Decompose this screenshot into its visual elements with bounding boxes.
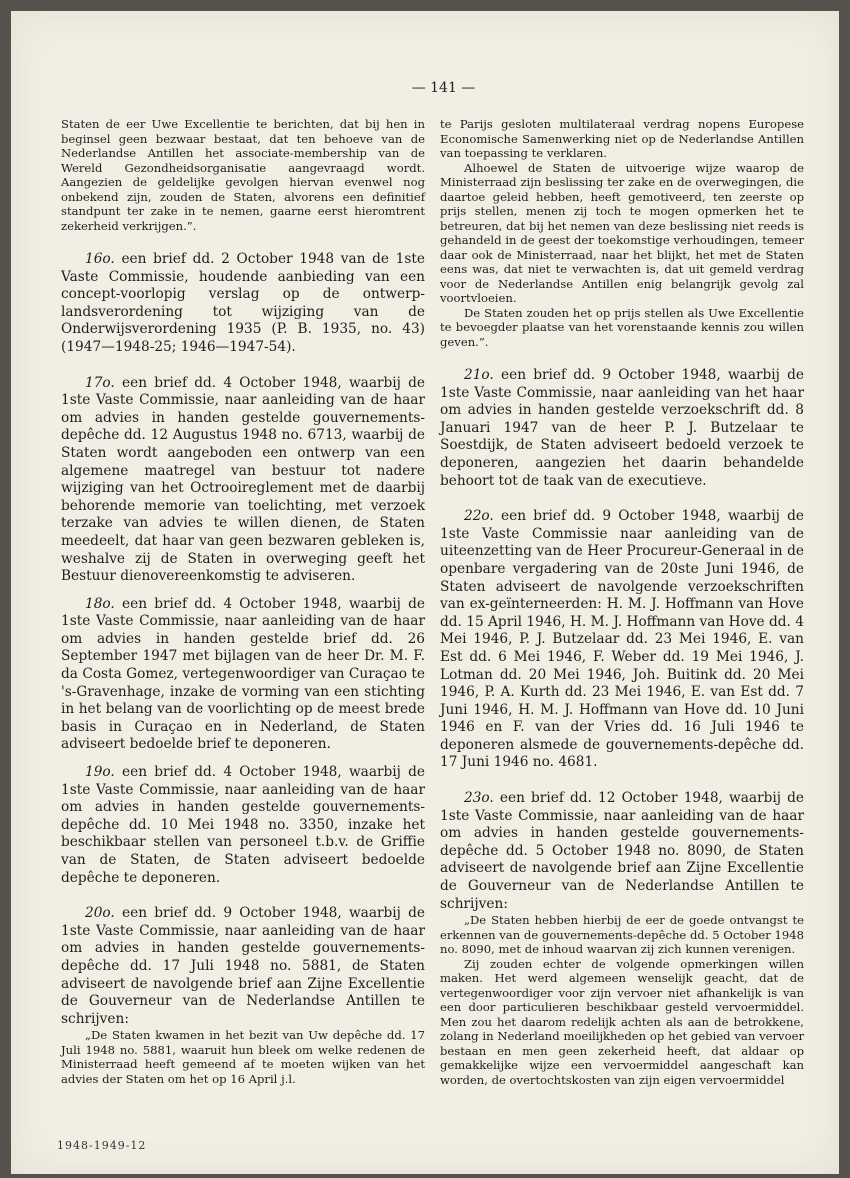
item-19 <box>61 764 425 887</box>
item-21 <box>440 367 804 490</box>
item-23 <box>440 790 804 913</box>
item-number: 22o. <box>464 508 494 525</box>
item-17 <box>61 375 425 586</box>
item-20-quote: „De Staten kwamen in het bezit van Uw depêche dd. 17 Juli 1948 no. 5881, waaruit hun bleek om welke redenen de Ministerraad heeft gemeend af te moeten wijken van het advies der Staten om het op 16 April j.l. <box>61 1028 425 1086</box>
item-number: 21o. <box>464 367 494 383</box>
item-text: een brief dd. 4 October 1948, waarbij de 1ste Vaste Commissie, naar aanleiding van de haar om advies in handen gestelde gouvernements-depêche dd. 10 Mei 1948 no. 3350, inzake het beschikbaar stellen van personeel t.b.v. de Griffie van de Staten, de Staten adviseert bedoelde depêche te deponeren. <box>61 764 425 886</box>
right-intro-continuation: te Parijs gesloten multilateraal verdrag nopens Europese Economische Samenwerking niet op de Nederlandse Antillen van toepassing te verklaren. <box>440 117 804 160</box>
item-number: 23o. <box>464 790 494 807</box>
item-20 <box>61 905 425 1028</box>
page-number: — 141 — <box>411 80 476 96</box>
item-text: een brief dd. 4 October 1948, waarbij de 1ste Vaste Commissie, naar aanleiding van de haar om advies in handen gestelde gouvernements-depêche dd. 12 Augustus 1948 no. 6713, waarbij de Staten wordt aangeboden een ontwerp van een algemene maatregel van bestuur tot nadere wijziging van het Octrooireglement met de daarbij behorende memorie van toelichting, met verzoek terzake van advies te willen dienen, de Staten meedeelt, dat haar van geen bezwaren gebleken is, weshalve zij de Staten in overweging geeft het Bestuur dienovereenkomstig te adviseren. <box>61 374 425 585</box>
document-page <box>11 11 839 1174</box>
item-text: een brief dd. 12 October 1948, waarbij de 1ste Vaste Commissie, naar aanleiding van de haar om advies in handen gestelde gouvernements-depêche dd. 5 October 1948 no. 8090, de Staten adviseert de navolgende brief aan Zijne Excellentie de Gouverneur van de Nederlandse Antillen te schrijven: <box>440 790 804 912</box>
right-column <box>440 117 804 1087</box>
item-text: een brief dd. 9 October 1948, waarbij de 1ste Vaste Commissie naar aanleiding van de uiteenzetting van de Heer Procureur-Generaal in de openbare vergadering van de 20ste Juni 1946, de Staten adviseert de navolgende verzoekschriften van ex-geïnterneerden: H. M. J. Hoffmann van Hove dd. 15 April 1946, H. M. J. Hoffmann van Hove dd. 4 Mei 1946, P. J. Butzelaar dd. 23 Mei 1946, E. van Est dd. 6 Mei 1946, F. Weber dd. 19 Mei 1946, J. Lotman dd. 20 Mei 1946, Joh. Buitink dd. 20 Mei 1946, P. A. Kurth dd. 23 Mei 1946, E. van Est dd. 7 Juni 1946, H. M. J. Hoffmann van Hove dd. 10 Juni 1946 en F. van der Vries dd. 16 Juli 1946 te deponeren alsmede de gouvernements-depêche dd. 17 Juni 1946 no. 4681. <box>440 508 804 771</box>
item-text: een brief dd. 9 October 1948, waarbij de 1ste Vaste Commissie, naar aanleiding van het haar om advies in handen gestelde verzoekschrift dd. 8 Januari 1947 van de heer P. J. Butzelaar te Soestdijk, de Staten adviseert bedoeld verzoek te deponeren, aangezien het daarin behandelde behoort tot de taak van de executieve. <box>440 367 804 489</box>
item-number: 16o. <box>85 251 115 267</box>
right-intro-paragraph-3: De Staten zouden het op prijs stellen als Uwe Excellentie te bevoegder plaatse van het vorenstaande kennis zou willen geven.”. <box>440 305 804 349</box>
item-text: een brief dd. 9 October 1948, waarbij de 1ste Vaste Commissie, naar aanleiding van de haar om advies in handen gestelde gouvernements-depêche dd. 17 Juli 1948 no. 5881, de Staten adviseert de navolgende brief aan Zijne Excellentie de Gouverneur van de Nederlandse Antillen te schrijven: <box>61 905 425 1027</box>
item-number: 19o. <box>85 764 115 781</box>
right-intro-paragraph-2: Alhoewel de Staten de uitvoerige wijze waarop de Ministerraad zijn beslissing ter zake en de overwegingen, die daartoe geleid hebben, heeft gemotiveerd, ten zeerste op prijs stellen, menen zij toch te mogen opmerken het te betreuren, dat bij het nemen van deze beslissing niet reeds is gehandeld in de geest der toekomstige verhoudingen, temeer daar ook de Ministerraad, naar het blijkt, het met de Staten eens was, dat niet te verwachten is, dat uit gemeld verdrag voor de Nederlandse Antillen enig belangrijk gevolg zal voortvloeien. <box>440 160 804 305</box>
item-number: 20o. <box>85 905 115 922</box>
item-16 <box>61 251 425 357</box>
item-text: een brief dd. 2 October 1948 van de 1ste Vaste Commissie, houdende aanbieding van een concept-voorlopig verslag op de ontwerp-landsverordening tot wijziging van de Onderwijsverordening 1935 (P. B. 1935, no. 43) (1947—1948-25; 1946—1947-54). <box>61 251 425 355</box>
item-22 <box>440 508 804 772</box>
item-23-quote: „De Staten hebben hierbij de eer de goede ontvangst te erkennen van de gouvernements-depêche dd. 5 October 1948 no. 8090, met de inhoud waarvan zij zich kunnen verenigen. <box>440 913 804 957</box>
left-intro-paragraph: Staten de eer Uwe Excellentie te berichten, dat bij hen in beginsel geen bezwaar bestaat, dat ten behoeve van de Nederlandse Antillen het associate-membership van de Wereld Gezondheidsorganisatie aangevraagd wordt. Aangezien de geldelijke gevolgen hiervan evenwel nog onbekend zijn, zouden de Staten, alvorens een definitief standpunt ter zake in te nemen, gaarne eerst hieromtrent zekerheid verkrijgen.”. <box>61 117 425 233</box>
footer-code: 1948-1949-12 <box>57 1139 147 1152</box>
item-number: 18o. <box>85 595 115 612</box>
item-18 <box>61 596 425 754</box>
item-23-quote-continued: Zij zouden echter de volgende opmerkingen willen maken. Het werd algemeen wenselijk geacht, dat de vertegenwoordiger voor zijn vervoer niet afhankelijk is van een door particulieren beschikbaar gesteld vervoermiddel. Men zou het daarom redelijk achten als aan de betrokkene, zolang in Nederland moeilijkheden op het gebied van vervoer bestaan en men geen zekerheid heeft, dat aldaar op gemakkelijke wijze een vervoermiddel aangeschaft kan worden, de overtochtskosten van zijn eigen vervoermiddel <box>440 956 804 1087</box>
item-text: een brief dd. 4 October 1948, waarbij de 1ste Vaste Commissie, naar aanleiding van de haar om advies in handen gestelde brief dd. 26 September 1947 met bijlagen van de heer Dr. M. F. da Costa Gomez, vertegenwoordiger van Curaçao te 's-Gravenhage, inzake de vorming van een stichting in het belang van de voorlichting op de meest brede basis in Curaçao en in Nederland, de Staten adviseert bedoelde brief te deponeren. <box>61 595 425 753</box>
item-number: 17o. <box>85 374 115 391</box>
left-column <box>61 117 425 1086</box>
